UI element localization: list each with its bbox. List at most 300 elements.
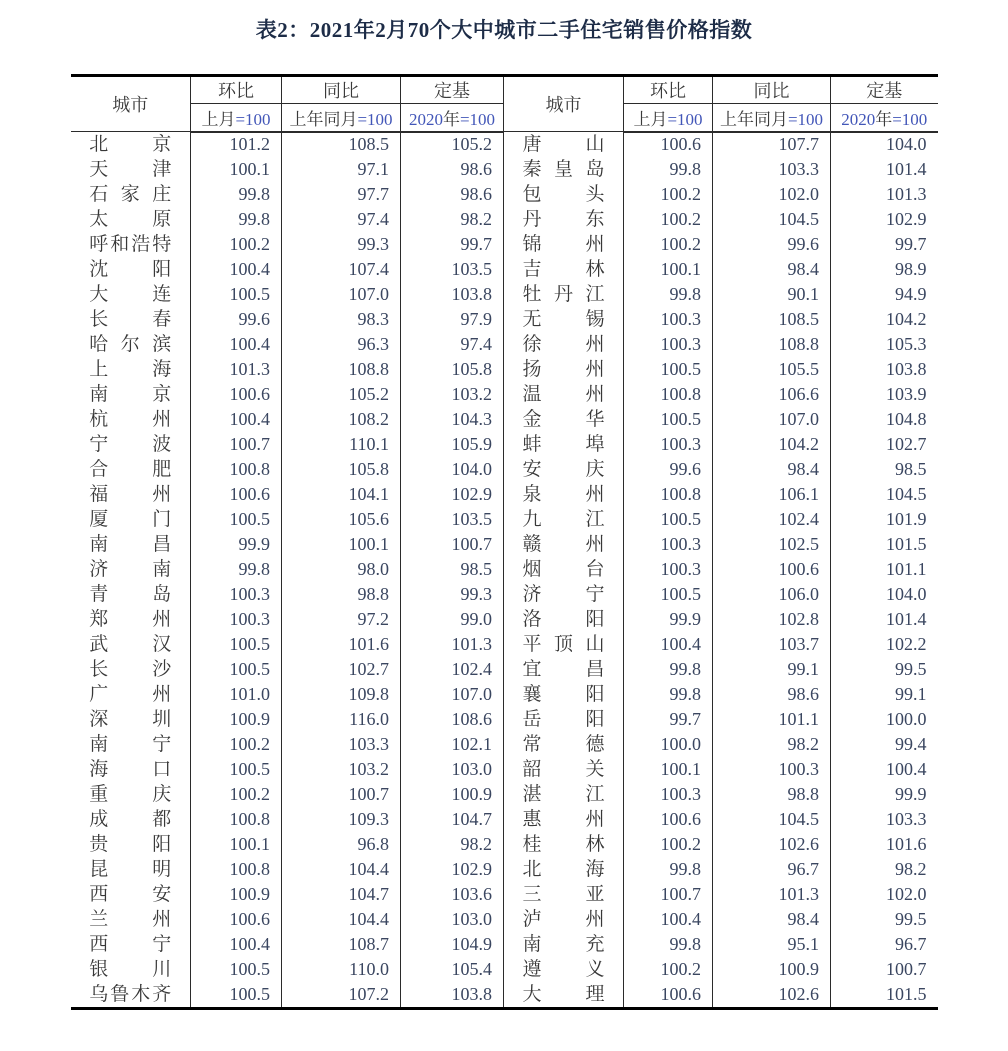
mom-value: 99.8	[191, 182, 282, 207]
city-name: 南 昌	[89, 534, 172, 555]
mom-value: 100.6	[624, 807, 713, 832]
city-cell	[71, 957, 191, 982]
yoy-value: 101.1	[713, 707, 831, 732]
yoy-value: 99.6	[713, 232, 831, 257]
subheader-base-left: 2020年=100	[401, 104, 504, 132]
mom-value: 100.3	[624, 782, 713, 807]
mom-value: 100.4	[191, 332, 282, 357]
yoy-value: 98.6	[713, 682, 831, 707]
base-value: 105.4	[401, 957, 504, 982]
yoy-value: 96.8	[282, 832, 401, 857]
city-name: 洛 阳	[522, 609, 605, 630]
city-name: 锦 州	[522, 234, 605, 255]
yoy-value: 104.4	[282, 907, 401, 932]
city-cell	[504, 532, 624, 557]
base-value: 103.5	[401, 507, 504, 532]
base-value: 102.4	[401, 657, 504, 682]
base-value: 107.0	[401, 682, 504, 707]
city-cell	[71, 332, 191, 357]
yoy-value: 101.6	[282, 632, 401, 657]
yoy-value: 96.7	[713, 857, 831, 882]
yoy-value: 104.7	[282, 882, 401, 907]
yoy-value: 95.1	[713, 932, 831, 957]
table-row	[71, 832, 938, 857]
city-cell	[504, 957, 624, 982]
mom-value: 100.3	[624, 307, 713, 332]
city-name: 温 州	[522, 384, 605, 405]
base-value: 102.1	[401, 732, 504, 757]
city-cell	[71, 707, 191, 732]
yoy-value: 107.0	[282, 282, 401, 307]
yoy-value: 107.4	[282, 257, 401, 282]
yoy-value: 102.8	[713, 607, 831, 632]
city-name: 泉 州	[522, 484, 605, 505]
yoy-value: 100.3	[713, 757, 831, 782]
subheader-yoy-right: 上年同月=100	[713, 104, 831, 132]
mom-value: 100.3	[191, 582, 282, 607]
mom-value: 100.9	[191, 882, 282, 907]
city-name: 韶 关	[522, 759, 605, 780]
base-value: 103.5	[401, 257, 504, 282]
base-value: 99.4	[895, 734, 927, 754]
city-name: 重 庆	[89, 784, 172, 805]
mom-value: 100.3	[624, 557, 713, 582]
yoy-value: 104.5	[713, 807, 831, 832]
subheader-mom-right: 上月=100	[624, 104, 713, 132]
mom-value: 100.6	[191, 382, 282, 407]
city-name: 哈 尔 滨	[89, 334, 172, 355]
mom-value: 99.8	[624, 682, 713, 707]
table-row	[71, 407, 938, 432]
city-name: 广 州	[89, 684, 172, 705]
city-cell	[71, 482, 191, 507]
table-row	[71, 132, 938, 158]
yoy-value: 97.7	[282, 182, 401, 207]
base-value: 98.2	[401, 832, 504, 857]
yoy-value: 107.2	[282, 982, 401, 1009]
yoy-value: 100.9	[713, 957, 831, 982]
subheader-yoy-left: 上年同月=100	[282, 104, 401, 132]
city-name: 大 理	[522, 984, 605, 1005]
base-value: 99.3	[401, 582, 504, 607]
city-cell	[71, 207, 191, 232]
base-value: 102.2	[886, 634, 927, 654]
page-title: 表2：2021年2月70个大中城市二手住宅销售价格指数	[255, 18, 753, 42]
base-value: 105.9	[401, 432, 504, 457]
yoy-value: 106.6	[713, 382, 831, 407]
city-cell	[71, 732, 191, 757]
city-name: 太 原	[89, 209, 172, 230]
mom-value: 99.8	[624, 932, 713, 957]
mom-value: 100.4	[624, 907, 713, 932]
base-value: 104.5	[886, 484, 927, 504]
yoy-value: 98.2	[713, 732, 831, 757]
city-name: 郑 州	[89, 609, 172, 630]
table-row	[71, 957, 938, 982]
city-cell	[71, 357, 191, 382]
base-value: 103.8	[401, 982, 504, 1009]
city-name: 贵 阳	[89, 834, 172, 855]
table-row	[71, 257, 938, 282]
yoy-value: 104.5	[713, 207, 831, 232]
city-name: 惠 州	[522, 809, 605, 830]
yoy-value: 103.3	[282, 732, 401, 757]
city-cell	[71, 557, 191, 582]
base-value: 100.7	[886, 959, 927, 979]
city-name: 岳 阳	[522, 709, 605, 730]
yoy-value: 104.2	[713, 432, 831, 457]
yoy-value: 98.4	[713, 907, 831, 932]
yoy-value: 104.4	[282, 857, 401, 882]
city-cell	[71, 907, 191, 932]
base-value: 100.4	[886, 759, 927, 779]
city-cell	[71, 857, 191, 882]
city-cell	[504, 232, 624, 257]
city-cell	[504, 432, 624, 457]
city-name: 牡 丹 江	[522, 284, 605, 305]
city-cell	[71, 982, 191, 1009]
col-header-yoy-left: 同比	[282, 76, 401, 104]
city-name: 昆 明	[89, 859, 172, 880]
yoy-value: 108.5	[713, 307, 831, 332]
base-value: 103.0	[401, 907, 504, 932]
city-cell	[71, 582, 191, 607]
city-name: 安 庆	[522, 459, 605, 480]
city-cell	[71, 807, 191, 832]
base-value: 102.7	[886, 434, 927, 454]
city-cell	[71, 132, 191, 158]
yoy-value: 102.4	[713, 507, 831, 532]
mom-value: 100.5	[191, 757, 282, 782]
base-value: 101.9	[886, 509, 927, 529]
base-value: 103.8	[401, 282, 504, 307]
city-cell	[71, 782, 191, 807]
mom-value: 99.7	[624, 707, 713, 732]
base-value: 104.2	[886, 309, 927, 329]
subheader-mom-left: 上月=100	[191, 104, 282, 132]
city-cell	[71, 682, 191, 707]
base-value: 101.3	[401, 632, 504, 657]
city-name: 南 京	[89, 384, 172, 405]
city-cell	[504, 607, 624, 632]
city-name: 北 海	[522, 859, 605, 880]
mom-value: 100.0	[624, 732, 713, 757]
yoy-value: 97.1	[282, 157, 401, 182]
base-value: 104.0	[886, 584, 927, 604]
mom-value: 101.3	[191, 357, 282, 382]
yoy-value: 106.1	[713, 482, 831, 507]
yoy-value: 106.0	[713, 582, 831, 607]
mom-value: 100.6	[624, 982, 713, 1009]
base-value: 102.9	[401, 857, 504, 882]
city-name: 西 安	[89, 884, 172, 905]
city-cell	[504, 282, 624, 307]
base-value: 98.2	[401, 207, 504, 232]
yoy-value: 97.4	[282, 207, 401, 232]
col-header-mom-left: 环比	[191, 76, 282, 104]
yoy-value: 108.5	[282, 132, 401, 158]
mom-value: 100.3	[624, 332, 713, 357]
yoy-value: 103.2	[282, 757, 401, 782]
city-cell	[71, 832, 191, 857]
city-name: 长 沙	[89, 659, 172, 680]
city-name: 银 川	[89, 959, 172, 980]
table-row	[71, 607, 938, 632]
table-row	[71, 907, 938, 932]
mom-value: 100.8	[191, 807, 282, 832]
city-name: 北 京	[89, 134, 172, 155]
city-name: 呼 和 浩 特	[89, 234, 172, 255]
table-row	[71, 682, 938, 707]
mom-value: 100.1	[624, 257, 713, 282]
city-name: 厦 门	[89, 509, 172, 530]
city-name: 宁 波	[89, 434, 172, 455]
mom-value: 100.1	[191, 832, 282, 857]
table-row	[71, 532, 938, 557]
base-value: 98.9	[895, 259, 927, 279]
city-name: 杭 州	[89, 409, 172, 430]
city-name: 包 头	[522, 184, 605, 205]
base-value: 102.9	[401, 482, 504, 507]
yoy-value: 104.1	[282, 482, 401, 507]
city-cell	[71, 632, 191, 657]
mom-value: 100.2	[624, 832, 713, 857]
base-value: 98.5	[895, 459, 927, 479]
city-cell	[71, 182, 191, 207]
mom-value: 99.6	[624, 457, 713, 482]
city-name: 大 连	[89, 284, 172, 305]
mom-value: 100.5	[624, 582, 713, 607]
base-value: 99.9	[895, 784, 927, 804]
city-name: 武 汉	[89, 634, 172, 655]
city-cell	[504, 407, 624, 432]
mom-value: 100.2	[191, 732, 282, 757]
base-value: 101.5	[886, 534, 927, 554]
base-value: 99.7	[895, 234, 927, 254]
yoy-value: 100.6	[713, 557, 831, 582]
city-cell	[504, 632, 624, 657]
table-row	[71, 182, 938, 207]
city-cell	[504, 332, 624, 357]
table-row	[71, 157, 938, 182]
col-header-city-right: 城市	[504, 76, 624, 132]
base-value: 98.2	[895, 859, 927, 879]
table-row	[71, 882, 938, 907]
city-name: 南 宁	[89, 734, 172, 755]
yoy-value: 108.2	[282, 407, 401, 432]
mom-value: 99.9	[624, 607, 713, 632]
city-name: 济 南	[89, 559, 172, 580]
city-cell	[71, 432, 191, 457]
city-name: 西 宁	[89, 934, 172, 955]
city-cell	[504, 682, 624, 707]
city-cell	[504, 857, 624, 882]
city-cell	[504, 982, 624, 1009]
city-name: 吉 林	[522, 259, 605, 280]
city-cell	[71, 607, 191, 632]
table-row	[71, 632, 938, 657]
mom-value: 100.5	[624, 407, 713, 432]
yoy-value: 108.8	[282, 357, 401, 382]
base-value: 96.7	[895, 934, 927, 954]
city-name: 湛 江	[522, 784, 605, 805]
mom-value: 100.6	[624, 132, 713, 158]
city-cell	[71, 532, 191, 557]
mom-value: 100.2	[624, 957, 713, 982]
city-cell	[504, 657, 624, 682]
table-row	[71, 932, 938, 957]
yoy-value: 103.3	[713, 157, 831, 182]
table-row	[71, 757, 938, 782]
base-value: 102.9	[886, 209, 927, 229]
table-row	[71, 307, 938, 332]
yoy-value: 100.1	[282, 532, 401, 557]
city-name: 平 顶 山	[522, 634, 605, 655]
base-value: 105.2	[401, 132, 504, 158]
base-value: 99.0	[401, 607, 504, 632]
mom-value: 99.8	[624, 857, 713, 882]
city-name: 金 华	[522, 409, 605, 430]
city-name: 乌 鲁 木 齐	[89, 984, 172, 1005]
city-name: 遵 义	[522, 959, 605, 980]
city-cell	[504, 557, 624, 582]
mom-value: 100.6	[191, 907, 282, 932]
city-name: 青 岛	[89, 584, 172, 605]
city-name: 无 锡	[522, 309, 605, 330]
base-value: 98.5	[401, 557, 504, 582]
table-row	[71, 332, 938, 357]
price-index-table-wrap	[71, 74, 938, 1010]
table-row	[71, 282, 938, 307]
city-cell	[71, 407, 191, 432]
yoy-value: 98.8	[713, 782, 831, 807]
city-cell	[504, 707, 624, 732]
city-name: 兰 州	[89, 909, 172, 930]
base-value: 99.5	[895, 909, 927, 929]
mom-value: 100.2	[624, 232, 713, 257]
table-row	[71, 707, 938, 732]
base-value: 101.5	[886, 984, 927, 1004]
base-value: 103.9	[886, 384, 927, 404]
city-cell	[504, 207, 624, 232]
yoy-value: 98.3	[282, 307, 401, 332]
yoy-value: 99.1	[713, 657, 831, 682]
base-value: 104.9	[401, 932, 504, 957]
city-cell	[71, 257, 191, 282]
yoy-value: 99.3	[282, 232, 401, 257]
yoy-value: 98.4	[713, 257, 831, 282]
mom-value: 101.0	[191, 682, 282, 707]
yoy-value: 96.3	[282, 332, 401, 357]
mom-value: 100.5	[191, 657, 282, 682]
city-cell	[504, 757, 624, 782]
base-value: 99.1	[895, 684, 927, 704]
mom-value: 99.9	[191, 532, 282, 557]
mom-value: 99.6	[191, 307, 282, 332]
city-name: 秦 皇 岛	[522, 159, 605, 180]
city-name: 丹 东	[522, 209, 605, 230]
city-name: 九 江	[522, 509, 605, 530]
city-name: 三 亚	[522, 884, 605, 905]
yoy-value: 105.6	[282, 507, 401, 532]
mom-value: 100.3	[191, 607, 282, 632]
yoy-value: 103.7	[713, 632, 831, 657]
mom-value: 100.5	[191, 632, 282, 657]
mom-value: 100.9	[191, 707, 282, 732]
city-cell	[504, 457, 624, 482]
mom-value: 99.8	[624, 157, 713, 182]
mom-value: 100.2	[191, 782, 282, 807]
city-name: 宜 昌	[522, 659, 605, 680]
table-row	[71, 982, 938, 1009]
yoy-value: 100.7	[282, 782, 401, 807]
city-name: 沈 阳	[89, 259, 172, 280]
table-row	[71, 457, 938, 482]
city-name: 赣 州	[522, 534, 605, 555]
city-cell	[71, 757, 191, 782]
city-name: 福 州	[89, 484, 172, 505]
base-value: 105.8	[401, 357, 504, 382]
mom-value: 100.3	[624, 532, 713, 557]
mom-value: 100.8	[624, 482, 713, 507]
table-row	[71, 432, 938, 457]
base-value: 97.9	[401, 307, 504, 332]
mom-value: 99.8	[624, 282, 713, 307]
mom-value: 99.8	[191, 557, 282, 582]
mom-value: 100.6	[191, 482, 282, 507]
city-cell	[504, 507, 624, 532]
col-header-yoy-right: 同比	[713, 76, 831, 104]
mom-value: 100.4	[191, 257, 282, 282]
mom-value: 100.4	[191, 932, 282, 957]
mom-value: 100.8	[191, 457, 282, 482]
base-value: 98.6	[401, 157, 504, 182]
city-name: 长 春	[89, 309, 172, 330]
mom-value: 100.1	[191, 157, 282, 182]
city-cell	[504, 932, 624, 957]
yoy-value: 110.0	[282, 957, 401, 982]
yoy-value: 98.4	[713, 457, 831, 482]
city-cell	[504, 182, 624, 207]
table-row	[71, 782, 938, 807]
mom-value: 101.2	[191, 132, 282, 158]
city-cell	[71, 382, 191, 407]
mom-value: 100.2	[191, 232, 282, 257]
city-name: 深 圳	[89, 709, 172, 730]
table-row	[71, 482, 938, 507]
table-row	[71, 232, 938, 257]
mom-value: 100.4	[624, 632, 713, 657]
mom-value: 100.8	[191, 857, 282, 882]
base-value: 99.5	[895, 659, 927, 679]
base-value: 102.0	[886, 884, 927, 904]
base-value: 100.9	[401, 782, 504, 807]
city-cell	[504, 807, 624, 832]
mom-value: 100.4	[191, 407, 282, 432]
base-value: 104.0	[886, 134, 927, 155]
base-value: 105.3	[886, 334, 927, 354]
mom-value: 99.8	[624, 657, 713, 682]
base-value: 103.6	[401, 882, 504, 907]
mom-value: 100.2	[624, 182, 713, 207]
base-value: 103.8	[886, 359, 927, 379]
city-name: 南 充	[522, 934, 605, 955]
city-cell	[504, 382, 624, 407]
city-name: 合 肥	[89, 459, 172, 480]
base-value: 104.0	[401, 457, 504, 482]
city-cell	[504, 832, 624, 857]
yoy-value: 109.3	[282, 807, 401, 832]
